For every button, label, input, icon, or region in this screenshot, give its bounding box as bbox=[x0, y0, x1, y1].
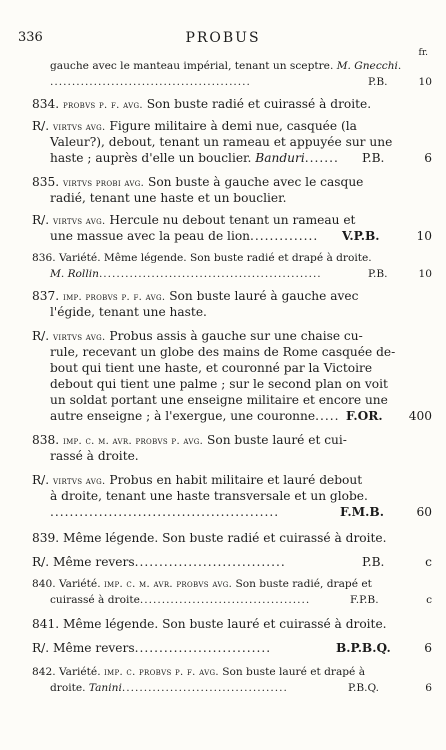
dot-leader: .............. bbox=[250, 229, 319, 243]
text-run: R/. Même revers bbox=[32, 555, 135, 569]
text-run: Son buste radié, drapé et bbox=[232, 578, 372, 590]
collection-ref: P.B. bbox=[362, 555, 385, 569]
line-text bbox=[32, 530, 387, 546]
text-run: radié, tenant une haste et un bouclier. bbox=[50, 191, 287, 205]
source-name: Banduri bbox=[255, 151, 305, 165]
price-value: 10 bbox=[418, 268, 432, 280]
text-run: cuirassé à droite bbox=[50, 594, 140, 606]
text-run: . bbox=[397, 60, 402, 72]
text-run: Son buste lauré et cui- bbox=[203, 433, 347, 447]
source-name: M. Gnecchi bbox=[336, 60, 398, 72]
line-text bbox=[32, 664, 365, 681]
text-run: debout qui tient une palme ; sur le second plan on voit bbox=[50, 377, 388, 391]
text-run: Hercule nu debout tenant un rameau et bbox=[105, 213, 356, 227]
legend-text: imp. c. m. avr. probvs avg. bbox=[103, 579, 233, 590]
text-run: 842. Variété. bbox=[32, 666, 104, 678]
line-text bbox=[32, 616, 387, 632]
collection-ref: P.B. bbox=[368, 76, 388, 88]
text-run: rule, recevant un globe des mains de Rome casquée de- bbox=[50, 345, 396, 359]
dot-leader: .............................................. bbox=[50, 76, 251, 88]
price-value: c bbox=[426, 594, 432, 606]
dot-leader: ............................................... bbox=[50, 505, 280, 519]
price-value: 400 bbox=[408, 409, 432, 423]
text-run: gauche avec le manteau impérial, tenant un sceptre. bbox=[50, 60, 337, 72]
text-run: Son buste lauré à gauche avec bbox=[165, 289, 359, 303]
dot-leader: ..... bbox=[315, 409, 340, 423]
price-value: 6 bbox=[424, 641, 432, 655]
legend-text: virtvs avg. bbox=[53, 216, 106, 227]
collection-ref: F.OR. bbox=[346, 409, 383, 423]
text-run: 838. bbox=[32, 433, 64, 447]
text-run: R/. bbox=[32, 213, 54, 227]
text-run: R/. bbox=[32, 119, 54, 133]
text-run: 839. Même légende. Son buste radié et cuirassé à droite. bbox=[32, 531, 387, 545]
text-run: 837. bbox=[32, 289, 64, 303]
line-text bbox=[50, 392, 388, 408]
dot-leader: ................................................... bbox=[98, 268, 322, 280]
collection-ref: B.P.B.Q. bbox=[336, 641, 391, 655]
line-text bbox=[50, 360, 372, 376]
collection-ref: F.M.B. bbox=[340, 505, 384, 519]
collection-ref: V.P.B. bbox=[342, 229, 380, 243]
text-run: Valeur?), debout, tenant un rameau et appuyée sur une bbox=[50, 135, 393, 149]
price-value: c bbox=[425, 555, 432, 569]
column-heading: fr. bbox=[418, 48, 428, 58]
text-run: à droite, tenant une haste transversale et un globe. bbox=[50, 489, 368, 503]
text-run: rassé à droite. bbox=[50, 449, 139, 463]
text-run: Son buste lauré et drapé à bbox=[218, 666, 366, 678]
collection-ref: F.P.B. bbox=[350, 594, 379, 606]
text-run: autre enseigne ; à l'exergue, une couronne bbox=[50, 409, 316, 423]
line-text bbox=[50, 228, 318, 244]
line-text bbox=[50, 488, 368, 504]
collection-ref: P.B.Q. bbox=[348, 682, 380, 694]
line-text bbox=[50, 448, 139, 464]
price-value: 10 bbox=[416, 229, 432, 243]
line-text bbox=[50, 408, 339, 424]
line-text bbox=[50, 592, 310, 608]
dot-leader: ............................... bbox=[134, 555, 286, 569]
source-name: M. Rollin bbox=[50, 268, 99, 280]
text-run: 836. Variété. Même légende. Son buste radié et drapé à droite. bbox=[32, 252, 372, 264]
text-run: bout qui tient une haste, et couronné par la Victoire bbox=[50, 361, 373, 375]
text-run: Son buste radié et cuirassé à droite. bbox=[142, 97, 372, 111]
source-name: Tanini bbox=[88, 682, 122, 694]
legend-text: virtvs avg. bbox=[53, 332, 106, 343]
legend-text: imp. c. m. avr. probvs p. avg. bbox=[63, 436, 204, 447]
line-text bbox=[50, 376, 388, 392]
page-title: PROBUS bbox=[185, 30, 261, 46]
legend-text: probvs p. f. avg. bbox=[63, 100, 143, 111]
line-text bbox=[32, 96, 371, 114]
collection-ref: P.B. bbox=[368, 268, 388, 280]
dot-leader: ....................................... bbox=[139, 594, 311, 606]
text-run: Figure militaire à demi nue, casquée (la bbox=[105, 119, 357, 133]
price-value: 60 bbox=[416, 505, 432, 519]
line-text bbox=[50, 344, 395, 360]
text-run: l'égide, tenant une haste. bbox=[50, 305, 207, 319]
text-run: 841. Même légende. Son buste lauré et cuirassé à droite. bbox=[32, 617, 387, 631]
price-value: 6 bbox=[424, 151, 432, 165]
line-text bbox=[32, 640, 271, 656]
legend-text: virtvs avg. bbox=[53, 476, 106, 487]
collection-ref: P.B. bbox=[362, 151, 385, 165]
legend-text: virtvs probi avg. bbox=[63, 178, 145, 189]
line-text bbox=[50, 504, 279, 520]
legend-text: virtvs avg. bbox=[53, 122, 106, 133]
page-number: 336 bbox=[18, 30, 43, 45]
text-run: un soldat portant une enseigne militaire et encore une bbox=[50, 393, 388, 407]
text-run: R/. Même revers bbox=[32, 641, 135, 655]
line-text bbox=[32, 576, 372, 593]
line-text bbox=[32, 554, 286, 570]
price-value: 6 bbox=[425, 682, 432, 694]
text-run: Probus assis à gauche sur une chaise cu- bbox=[105, 329, 363, 343]
line-text bbox=[50, 680, 288, 696]
text-run: droite. bbox=[50, 682, 89, 694]
line-text bbox=[50, 266, 322, 282]
text-run: Son buste à gauche avec le casque bbox=[144, 175, 364, 189]
price-value: 10 bbox=[418, 76, 432, 88]
dot-leader: ............................ bbox=[134, 641, 272, 655]
legend-text: imp. probvs p. f. avg. bbox=[63, 292, 166, 303]
text-run: haste ; auprès d'elle un bouclier. bbox=[50, 151, 256, 165]
dot-leader: ....... bbox=[304, 151, 339, 165]
line-text bbox=[50, 304, 207, 320]
text-run: 835. bbox=[32, 175, 64, 189]
text-run: 834. bbox=[32, 97, 64, 111]
line-text bbox=[50, 150, 339, 166]
line-text bbox=[50, 74, 251, 90]
text-run: 840. Variété. bbox=[32, 578, 104, 590]
text-run: une massue avec la peau de lion bbox=[50, 229, 251, 243]
text-run: R/. bbox=[32, 329, 54, 343]
page-header bbox=[18, 30, 428, 58]
line-text bbox=[50, 134, 392, 150]
line-text bbox=[50, 58, 401, 74]
line-text bbox=[32, 250, 372, 266]
legend-text: imp. c. probvs p. f. avg. bbox=[103, 667, 219, 678]
text-run: Probus en habit militaire et lauré debout bbox=[105, 473, 363, 487]
line-text bbox=[50, 190, 286, 206]
text-run: R/. bbox=[32, 473, 54, 487]
dot-leader: ...................................... bbox=[121, 682, 288, 694]
